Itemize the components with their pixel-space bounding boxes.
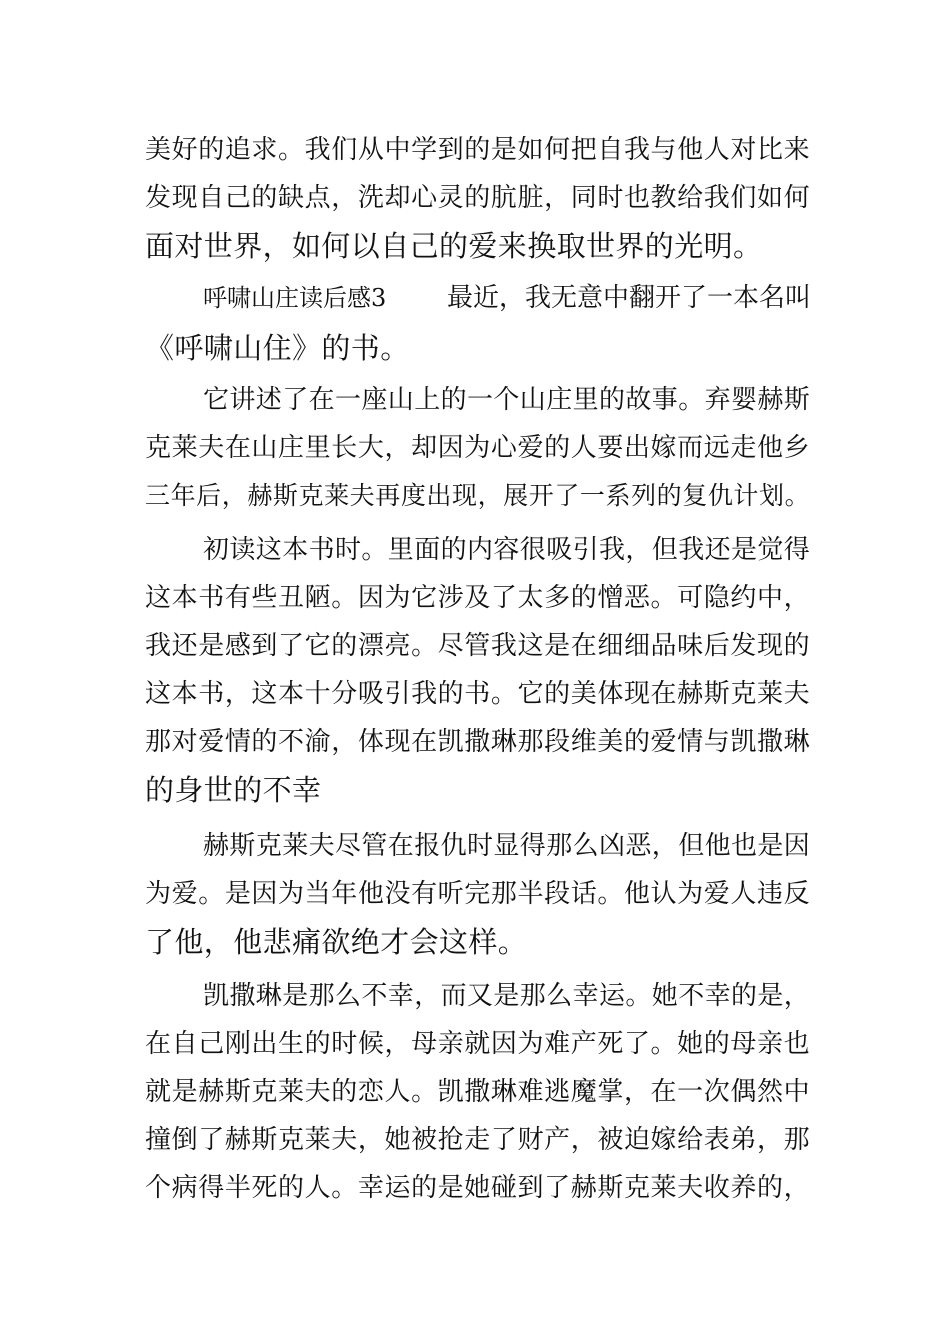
text-line: 个病得半死的人。幸运的是她碰到了赫斯克莱夫收养的， bbox=[145, 1173, 810, 1203]
text-line: 了他，他悲痛欲绝才会这样。 bbox=[145, 925, 528, 959]
text-line: 在自己刚出生的时候，母亲就因为难产死了。她的母亲也 bbox=[145, 1029, 810, 1059]
text-line: 赫斯克莱夫尽管在报仇时显得那么凶恶，但他也是因 bbox=[203, 831, 811, 861]
text-line: 克莱夫在山庄里长大，却因为心爱的人要出嫁而远走他乡 bbox=[145, 433, 810, 463]
text-line: 发现自己的缺点，洗却心灵的肮脏，同时也教给我们如何 bbox=[145, 183, 810, 213]
text-line: 的身世的不幸 bbox=[145, 773, 322, 807]
text-line: 那对爱情的不渝，体现在凯撒琳那段维美的爱情与凯撒琳 bbox=[145, 727, 810, 757]
text-line: 初读这本书时。里面的内容很吸引我，但我还是觉得 bbox=[203, 535, 811, 565]
text-line: 三年后，赫斯克莱夫再度出现，展开了一系列的复仇计划。 bbox=[145, 481, 810, 510]
text-line: 最近，我无意中翻开了一本名叫 bbox=[447, 283, 812, 313]
text-line: 就是赫斯克莱夫的恋人。凯撒琳难逃魔掌，在一次偶然中 bbox=[145, 1077, 810, 1107]
text-line: 面对世界，如何以自己的爱来换取世界的光明。 bbox=[145, 229, 763, 263]
text-line: 我还是感到了它的漂亮。尽管我这是在细细品味后发现的 bbox=[145, 631, 810, 661]
text-line: 凯撒琳是那么不幸，而又是那么幸运。她不幸的是， bbox=[203, 981, 811, 1011]
text-line: 这本书有些丑陋。因为它涉及了太多的憎恶。可隐约中， bbox=[145, 583, 810, 613]
text-line: 撞倒了赫斯克莱夫，她被抢走了财产，被迫嫁给表弟，那 bbox=[145, 1125, 810, 1155]
text-line: 《呼啸山住》的书。 bbox=[145, 331, 410, 365]
text-line: 这本书，这本十分吸引我的书。它的美体现在赫斯克莱夫 bbox=[145, 679, 810, 709]
text-line: 美好的追求。我们从中学到的是如何把自我与他人对比来 bbox=[145, 135, 810, 165]
text-line: 为爱。是因为当年他没有听完那半段话。他认为爱人违反 bbox=[145, 879, 810, 909]
section-title: 呼啸山庄读后感3 bbox=[203, 284, 387, 312]
text-line: 它讲述了在一座山上的一个山庄里的故事。弃婴赫斯 bbox=[203, 385, 811, 415]
